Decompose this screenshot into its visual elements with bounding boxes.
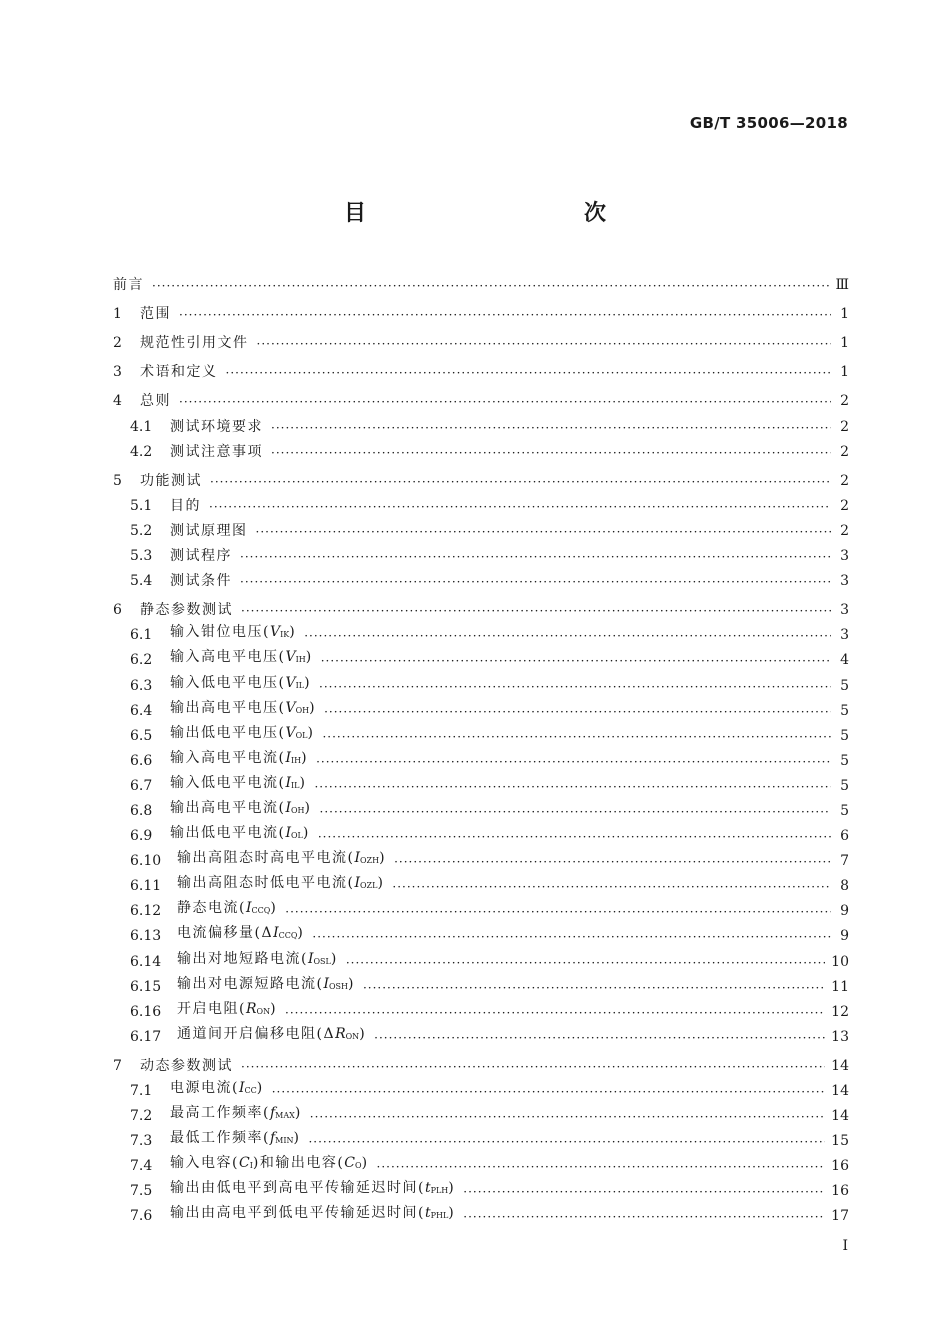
toc-entry-label [113, 275, 144, 295]
toc-entry-label [170, 723, 314, 746]
toc-entry[interactable] [113, 1101, 849, 1126]
dot-leader [377, 1158, 826, 1176]
toc-entry-label [177, 873, 384, 896]
toc-label-part: 输出高阻态时低电平电流( [177, 875, 355, 892]
toc-label-part: 输出由高电平到低电平传输延迟时间( [170, 1205, 425, 1222]
toc-label-part: MIN [275, 1136, 294, 1146]
toc-label-part: ) [330, 950, 338, 967]
toc-entry-page: 17 [831, 1208, 849, 1225]
toc-label-part: 术语和定义 [140, 364, 218, 381]
toc-label-part: ) [379, 850, 387, 867]
dot-leader [394, 853, 831, 871]
toc-label-part: 电源电流( [170, 1080, 239, 1096]
dot-leader [179, 306, 831, 324]
toc-entry[interactable] [113, 746, 849, 771]
dot-leader [310, 1108, 825, 1126]
toc-entry-page: Ⅲ [835, 277, 849, 294]
toc-label-part: ) [289, 624, 297, 641]
toc-entry-label [140, 391, 171, 411]
toc-entry-number: 6.11 [130, 878, 162, 895]
toc-entry[interactable] [113, 541, 849, 566]
toc-entry-page: 2 [840, 472, 849, 489]
toc-entry[interactable] [113, 1151, 849, 1176]
toc-entry-number: 4 [113, 393, 122, 410]
toc-label-part: I [238, 1080, 245, 1096]
toc-label-part: 输入钳位电压( [170, 624, 270, 641]
toc-entry-page: 3 [840, 602, 849, 619]
toc-entry-number: 7.3 [130, 1133, 153, 1150]
document-code: GB/T 35006—2018 [689, 114, 848, 132]
toc-label-part: I [245, 900, 252, 917]
toc-entry-number: 7.5 [130, 1183, 153, 1200]
toc-label-part: ON [256, 1006, 271, 1016]
toc-entry-label [177, 974, 355, 997]
toc-label-part: f [269, 1105, 276, 1122]
toc-label-part: ) [304, 674, 312, 691]
dot-leader [321, 652, 831, 670]
toc-entry-page: 5 [840, 752, 849, 769]
dot-leader [304, 627, 831, 645]
toc-entry-label [177, 1024, 366, 1047]
toc-entry[interactable] [113, 645, 849, 670]
dot-leader [316, 753, 831, 771]
toc-entry-number: 6.2 [130, 652, 153, 669]
toc-label-part: 前言 [113, 277, 144, 294]
toc-entry[interactable] [113, 997, 849, 1022]
page-number: I [842, 1238, 848, 1254]
toc-entry-label [140, 304, 171, 324]
toc-entry-number: 5 [113, 472, 122, 489]
toc-entry-label [177, 848, 386, 871]
dot-leader [320, 803, 831, 821]
toc-entry-label [140, 600, 233, 620]
toc-entry[interactable] [113, 1176, 849, 1201]
toc-entry-number: 6.10 [130, 853, 162, 870]
toc-label-part: I [354, 850, 360, 867]
dot-leader [210, 473, 831, 491]
toc-entry-page: 1 [840, 306, 849, 323]
toc-label-part: ) [270, 900, 278, 917]
toc-entry-label [170, 571, 232, 591]
dot-leader [322, 728, 831, 746]
toc-entry-number: 6.8 [130, 802, 153, 819]
toc-entry-label [170, 622, 296, 645]
toc-label-part: 输出由低电平到高电平传输延迟时间( [170, 1180, 425, 1197]
toc-entry-page: 6 [840, 828, 849, 845]
toc-label-part: 开启电阻( [177, 1000, 246, 1017]
toc-label-part: f [269, 1130, 276, 1147]
toc-entry-number: 6.3 [130, 677, 153, 694]
toc-entry-label [170, 698, 316, 721]
toc-label-part: V [285, 674, 296, 691]
dot-leader [318, 828, 831, 846]
toc-label-part: ) [359, 1025, 367, 1042]
toc-entry[interactable] [113, 846, 849, 871]
toc-label-part: ) [302, 825, 310, 842]
toc-label-part: ) [294, 1105, 302, 1122]
toc-label-part: I [285, 774, 291, 791]
toc-entry-page: 2 [840, 393, 849, 410]
toc-entry-number: 7.4 [130, 1158, 153, 1175]
table-of-contents [113, 270, 849, 1226]
toc-entry[interactable] [113, 896, 849, 921]
toc-label-part: IL [295, 680, 305, 690]
toc-label-part: R [335, 1025, 346, 1042]
toc-entry-label [170, 442, 263, 462]
toc-label-part: O [355, 1161, 362, 1171]
dot-leader [463, 1208, 825, 1226]
toc-label-part: 电流偏移量(Δ [177, 925, 274, 942]
dot-leader [226, 364, 832, 382]
toc-label-part: MAX [275, 1111, 295, 1121]
toc-entry[interactable] [113, 696, 849, 721]
toc-entry[interactable] [113, 270, 849, 295]
toc-entry-number: 6 [113, 602, 122, 619]
toc-entry-page: 16 [831, 1158, 849, 1175]
toc-label-part: 静态电流( [177, 900, 246, 917]
toc-label-part: V [285, 649, 296, 666]
dot-leader [324, 703, 831, 721]
toc-entry-number: 6.13 [130, 928, 162, 945]
toc-label-part: C [238, 1155, 250, 1172]
toc-entry-number: 5.1 [130, 497, 153, 514]
dot-leader [285, 1004, 825, 1022]
toc-label-part: )和输出电容( [252, 1155, 345, 1172]
dot-leader [152, 277, 829, 295]
toc-entry-label [177, 923, 304, 946]
dot-leader [312, 928, 831, 946]
toc-entry-page: 7 [840, 853, 849, 870]
toc-entry[interactable] [113, 721, 849, 746]
toc-entry-page: 2 [840, 418, 849, 435]
toc-entry-number: 6.7 [130, 777, 153, 794]
toc-label-part: OL [291, 831, 303, 841]
toc-entry[interactable] [113, 1051, 849, 1076]
toc-entry-label [140, 333, 249, 353]
toc-label-part: V [285, 724, 296, 741]
toc-label-part: 输出高电平电流( [170, 799, 286, 816]
toc-label-part: 输出低电平电流( [170, 825, 286, 842]
dot-leader [241, 1058, 825, 1076]
toc-entry[interactable] [113, 437, 849, 462]
toc-entry-page: 14 [831, 1057, 849, 1074]
toc-entry[interactable] [113, 771, 849, 796]
toc-entry-page: 3 [840, 573, 849, 590]
toc-label-part: 目的 [170, 497, 201, 514]
toc-entry-number: 6.4 [130, 702, 153, 719]
toc-entry[interactable] [113, 946, 849, 971]
toc-entry-number: 6.6 [130, 752, 153, 769]
toc-entry-page: 9 [840, 903, 849, 920]
toc-label-part: I [285, 749, 291, 766]
toc-label-part: 规范性引用文件 [140, 335, 249, 352]
toc-entry-number: 6.16 [130, 1003, 162, 1020]
toc-label-part: OH [295, 705, 310, 715]
toc-label-part: 输入高电平电压( [170, 649, 286, 666]
toc-entry-number: 1 [113, 306, 122, 323]
toc-entry[interactable] [113, 566, 849, 591]
toc-entry[interactable] [113, 1022, 849, 1047]
toc-entry-number: 6.14 [130, 953, 162, 970]
toc-label-part: t [424, 1180, 431, 1197]
toc-entry-page: 1 [840, 364, 849, 381]
toc-label-part: ) [301, 749, 309, 766]
toc-entry[interactable] [113, 1076, 849, 1101]
toc-label-part: ) [256, 1080, 264, 1096]
toc-entry-number: 6.5 [130, 727, 153, 744]
toc-label-part: OSL [313, 956, 331, 966]
toc-entry-label [170, 748, 308, 771]
toc-entry-page: 10 [831, 953, 849, 970]
toc-label-part: 输入高电平电流( [170, 749, 286, 766]
toc-entry-number: 7.1 [130, 1083, 153, 1099]
toc-label-part: I [354, 875, 360, 892]
toc-label-part: 输入低电平电压( [170, 674, 286, 691]
toc-entry[interactable] [113, 871, 849, 896]
toc-label-part: ) [309, 699, 317, 716]
toc-label-part: ) [299, 774, 307, 791]
toc-label-part: ) [448, 1180, 456, 1197]
toc-label-part: I [323, 975, 329, 992]
toc-label-part: IK [280, 630, 290, 640]
toc-entry-label [170, 798, 312, 821]
toc-label-part: 输出高电平电压( [170, 699, 286, 716]
toc-label-part: I [273, 925, 279, 942]
toc-entry-label [170, 647, 313, 670]
toc-label-part: 输出对地短路电流( [177, 950, 308, 967]
toc-entry[interactable] [113, 821, 849, 846]
toc-entry-number: 5.2 [130, 522, 153, 539]
toc-label-part: ) [293, 1130, 301, 1147]
toc-label-part: CC [244, 1086, 257, 1095]
toc-entry-number: 6.1 [130, 627, 153, 644]
toc-entry-page: 2 [840, 497, 849, 514]
dot-leader [319, 678, 831, 696]
toc-entry-page: 2 [840, 443, 849, 460]
toc-label-part: 输出对电源短路电流( [177, 975, 324, 992]
toc-entry-page: 13 [831, 1028, 849, 1045]
dot-leader [308, 1133, 825, 1151]
toc-label-part: PHL [430, 1211, 449, 1221]
toc-entry-number: 5.3 [130, 548, 153, 565]
toc-label-part: 最高工作频率( [170, 1105, 270, 1122]
toc-entry-number: 6.15 [130, 978, 162, 995]
toc-entry-number: 3 [113, 364, 122, 381]
toc-label-part: 总则 [140, 393, 171, 410]
dot-leader [271, 419, 831, 437]
toc-entry-page: 2 [840, 522, 849, 539]
toc-label-part: 输出低电平电压( [170, 724, 286, 741]
dot-leader [346, 954, 825, 972]
toc-label-part: OZH [360, 856, 380, 866]
toc-entry-label [170, 673, 311, 696]
toc-entry-page: 8 [840, 878, 849, 895]
toc-label-part: PLH [430, 1186, 449, 1196]
toc-label-part: I [307, 950, 314, 967]
dot-leader [374, 1029, 825, 1047]
toc-entry-number: 4.2 [130, 443, 153, 460]
toc-label-part: ) [307, 724, 315, 741]
toc-entry-label [177, 949, 338, 972]
toc-label-part: 通道间开启偏移电阻(Δ [177, 1025, 336, 1042]
toc-entry-number: 5.4 [130, 573, 153, 590]
toc-label-part: 范围 [140, 306, 171, 323]
toc-label-part: 功能测试 [140, 472, 202, 489]
toc-label-part: 最低工作频率( [170, 1130, 270, 1147]
toc-entry-label [170, 1128, 300, 1151]
toc-entry-page: 5 [840, 777, 849, 794]
toc-entry[interactable] [113, 796, 849, 821]
toc-entry-number: 6.17 [130, 1028, 162, 1045]
toc-entry[interactable] [113, 972, 849, 997]
toc-label-part: 动态参数测试 [140, 1057, 233, 1074]
toc-label-part: V [285, 699, 296, 716]
toc-entry-label [170, 417, 263, 437]
toc-entry-number: 7 [113, 1057, 122, 1074]
toc-entry[interactable] [113, 466, 849, 491]
toc-entry-page: 5 [840, 727, 849, 744]
toc-entry-label [140, 1056, 233, 1076]
toc-entry-label [170, 1153, 369, 1176]
toc-label-part: I [285, 799, 291, 816]
toc-label-part: 输入电容( [170, 1155, 239, 1172]
toc-entry-page: 11 [831, 978, 849, 995]
toc-entry-page: 5 [840, 702, 849, 719]
dot-leader [240, 573, 831, 591]
toc-label-part: 测试环境要求 [170, 418, 263, 435]
page-title: 目 次 [343, 201, 664, 226]
dot-leader [314, 778, 831, 796]
toc-entry[interactable] [113, 328, 849, 353]
toc-entry-page: 14 [831, 1108, 849, 1125]
toc-entry-page: 14 [831, 1083, 849, 1099]
toc-entry[interactable] [113, 491, 849, 516]
toc-entry-label [170, 1103, 302, 1126]
toc-entry-page: 9 [840, 928, 849, 945]
dot-leader [256, 523, 832, 541]
dot-leader [285, 903, 831, 921]
dot-leader [241, 602, 831, 620]
toc-entry-label [177, 999, 277, 1022]
toc-label-part: ) [448, 1205, 456, 1222]
toc-entry[interactable] [113, 921, 849, 946]
toc-label-part: CCQ [278, 931, 298, 941]
toc-entry-label [177, 898, 277, 921]
toc-entry-label [170, 546, 232, 566]
toc-label-part: I [285, 825, 291, 842]
toc-label-part: ) [361, 1155, 369, 1172]
toc-entry[interactable] [113, 620, 849, 645]
toc-entry[interactable] [113, 516, 849, 541]
toc-entry[interactable] [113, 386, 849, 411]
toc-entry[interactable] [113, 299, 849, 324]
toc-label-part: ON [345, 1031, 360, 1041]
toc-label-part: 测试程序 [170, 548, 232, 565]
toc-label-part: OSH [329, 981, 349, 991]
toc-label-part: C [344, 1155, 356, 1172]
toc-entry-page: 1 [840, 335, 849, 352]
toc-entry-label [140, 471, 202, 491]
toc-entry[interactable] [113, 670, 849, 695]
toc-entry-page: 5 [840, 802, 849, 819]
toc-label-part: 静态参数测试 [140, 602, 233, 619]
toc-label-part: OZL [360, 881, 378, 891]
toc-label-part: 测试注意事项 [170, 443, 263, 460]
toc-label-part: ) [304, 799, 312, 816]
toc-entry-label [170, 1203, 455, 1226]
toc-entry-label [170, 496, 201, 516]
toc-label-part: ) [297, 925, 305, 942]
toc-entry-label [170, 521, 248, 541]
toc-label-part: V [269, 624, 281, 641]
toc-entry-page: 4 [840, 652, 849, 669]
dot-leader [257, 335, 832, 353]
toc-label-part: ) [305, 649, 313, 666]
toc-label-part: I [249, 1161, 253, 1171]
toc-label-part: OL [295, 730, 308, 740]
toc-entry-page: 12 [831, 1003, 849, 1020]
toc-label-part: 输入低电平电流( [170, 774, 286, 791]
dot-leader [209, 498, 831, 516]
toc-entry-page: 16 [831, 1183, 849, 1200]
toc-entry[interactable] [113, 1126, 849, 1151]
toc-label-part: IL [291, 780, 300, 790]
toc-entry-number: 7.2 [130, 1108, 153, 1125]
toc-entry-number: 6.9 [130, 828, 153, 845]
toc-entry[interactable] [113, 1201, 849, 1226]
toc-label-part: t [424, 1205, 431, 1222]
toc-entry-number: 4.1 [130, 418, 153, 435]
dot-leader [272, 1083, 825, 1101]
toc-label-part: R [245, 1000, 257, 1017]
toc-entry[interactable] [113, 411, 849, 436]
dot-leader [179, 393, 831, 411]
dot-leader [363, 979, 825, 997]
toc-entry-label [170, 823, 310, 846]
toc-entry-label [170, 1178, 455, 1201]
toc-label-part: 输出高阻态时高电平电流( [177, 850, 355, 867]
toc-entry[interactable] [113, 357, 849, 382]
toc-entry-page: 3 [840, 627, 849, 644]
toc-entry-number: 7.6 [130, 1208, 153, 1225]
toc-entry[interactable] [113, 595, 849, 620]
dot-leader [240, 548, 831, 566]
toc-label-part: 测试原理图 [170, 522, 248, 539]
toc-label-part: CCQ [251, 906, 271, 916]
toc-label-part: ) [270, 1000, 278, 1017]
dot-leader [392, 878, 831, 896]
toc-entry-number: 6.12 [130, 903, 162, 920]
dot-leader [463, 1183, 825, 1201]
toc-entry-number: 2 [113, 335, 122, 352]
toc-label-part: IH [295, 655, 306, 665]
toc-entry-label [170, 1078, 264, 1101]
toc-entry-label [170, 773, 306, 796]
toc-entry-page: 15 [831, 1133, 849, 1150]
toc-entry-page: 5 [840, 677, 849, 694]
dot-leader [271, 444, 831, 462]
toc-label-part: IH [291, 755, 302, 765]
toc-label-part: ) [377, 875, 385, 892]
toc-label-part: OH [291, 805, 305, 815]
toc-entry-page: 3 [840, 548, 849, 565]
toc-label-part: ) [348, 975, 355, 992]
toc-label-part: 测试条件 [170, 573, 232, 590]
toc-entry-label [140, 362, 218, 382]
